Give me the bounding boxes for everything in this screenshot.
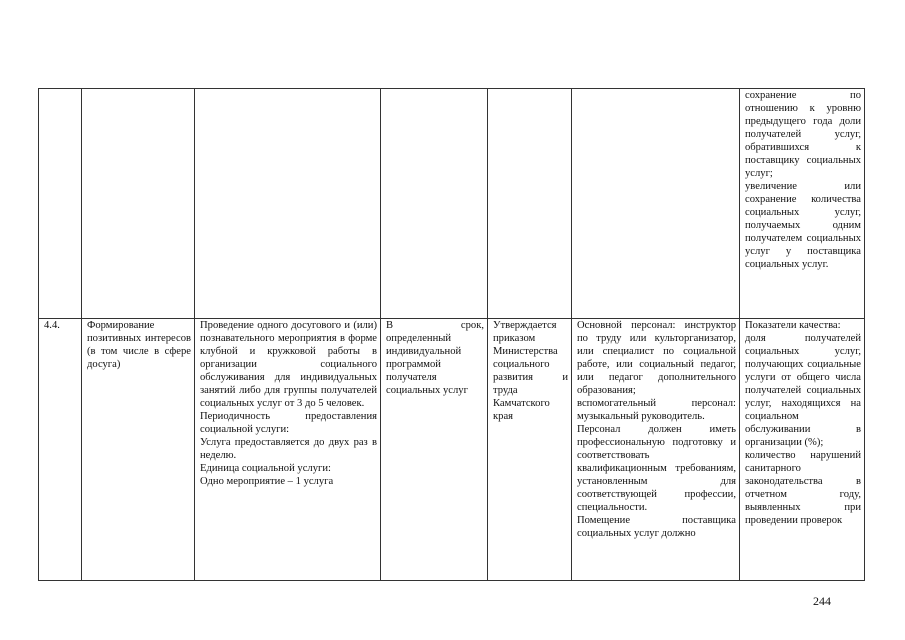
cell-criteria-continuation: сохранение по отношению к уровню предыдущего года доли получателей услуг, обратившихся к поставщику социальных услуг; увеличение или сохранение количества социальных услуг, получаемых одним получателем социальных услуг у поставщика социальных услуг.	[740, 89, 865, 319]
cell-service-name: Формирование позитивных интересов (в том числе в сфере досуга)	[82, 319, 195, 581]
table-row-continuation	[39, 89, 865, 319]
cell-description-empty	[195, 89, 381, 319]
cell-conditions-empty	[572, 89, 740, 319]
cell-row-number: 4.4.	[39, 319, 82, 581]
cell-term-empty	[381, 89, 488, 319]
cell-service-conditions: Основной персонал: инструктор по труду или культорганизатор, или специалист по социальной работе, или социальный педагог, или педагог дополнительного образования; вспомогательный персонал: музыкальный руководитель. Персонал должен иметь профессиональную подготовку и соответствовать квалификационным требованиям, установленным для соответствующей профессии, специальности. Помещение поставщика социальных услуг должно	[572, 319, 740, 581]
cell-tariff-empty	[488, 89, 572, 319]
cell-number-empty	[39, 89, 82, 319]
cell-service-tariff: Утверждается приказом Министерства социального развития и труда Камчатского края	[488, 319, 572, 581]
table-row-4-4	[39, 319, 865, 581]
page-number: 244	[813, 594, 831, 608]
cell-service-description: Проведение одного досугового и (или) познавательного мероприятия в форме клубной и кружковой работы в организации социального обслуживания для индивидуальных занятий либо для группы получателей социальных услуг от 3 до 5 человек. Периодичность предоставления социальной услуги: Услуга предоставляется до двух раз в неделю. Единица социальной услуги: Одно мероприятие – 1 услуга	[195, 319, 381, 581]
cell-name-empty	[82, 89, 195, 319]
services-table	[38, 88, 865, 581]
cell-service-term: В срок, определенный индивидуальной программой получателя социальных услуг	[381, 319, 488, 581]
cell-quality-criteria: Показатели качества: доля получателей социальных услуг, получающих социальные услуги от общего числа получателей социальных услуг, находящихся на социальном обслуживании в организации (%); количество нарушений санитарного законодательства в отчетном году, выявленных при проведении проверок	[740, 319, 865, 581]
